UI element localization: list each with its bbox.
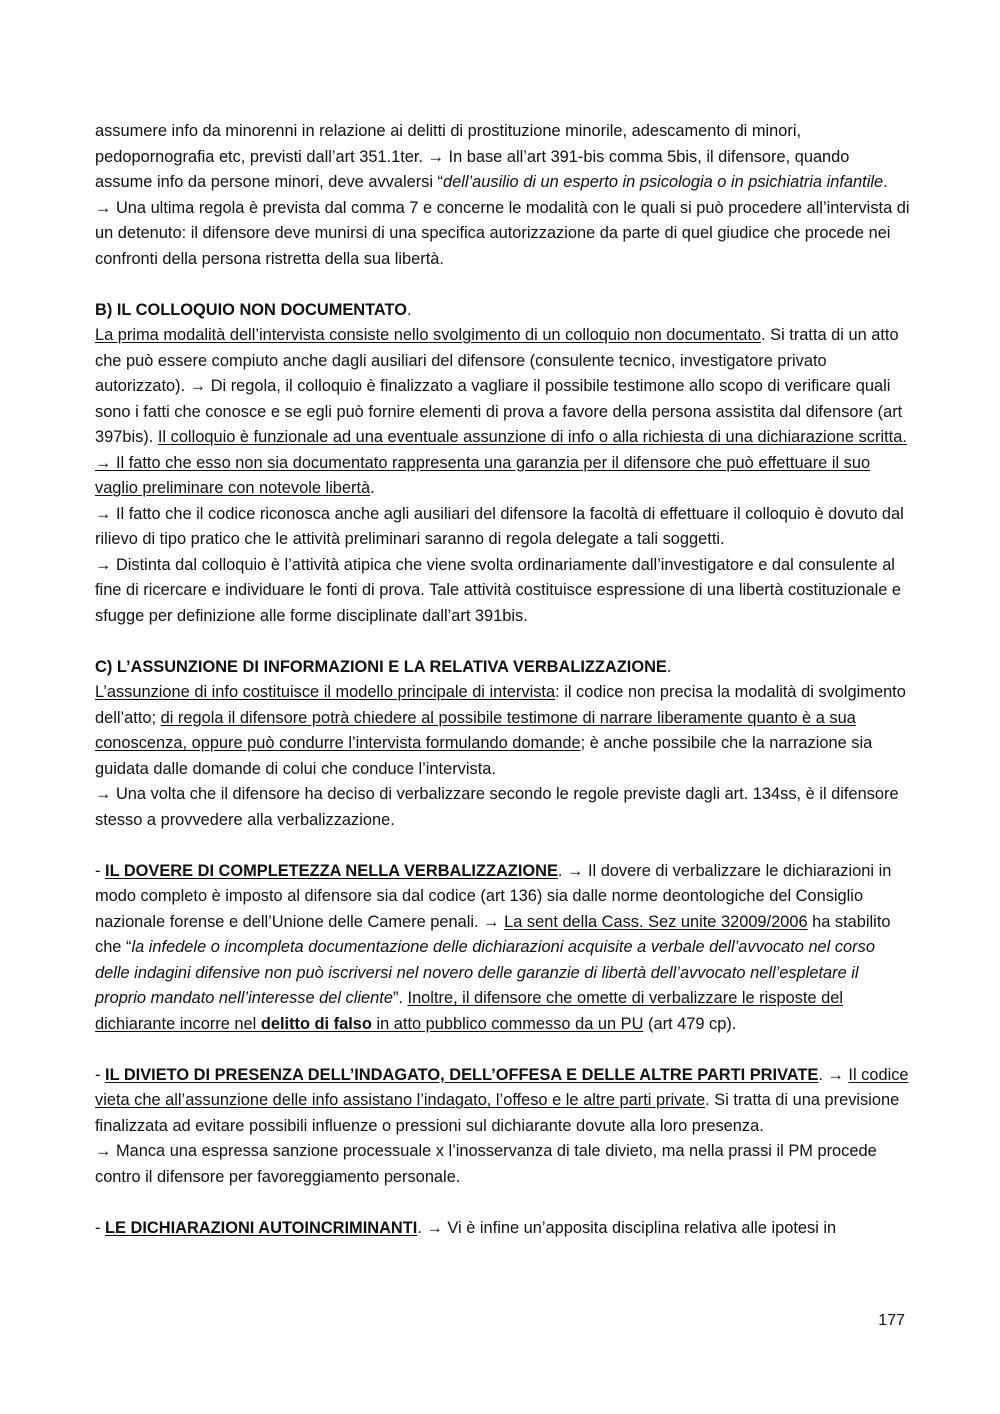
paragraph-divieto <box>95 1063 910 1140</box>
text: In base all’art 391-bis comma 5bis, il difensore, quando assume info da persone minori, deve avvalersi “ <box>95 147 850 191</box>
bullet-dash: - <box>95 1218 106 1237</box>
text: Vi è infine un’apposita disciplina relativa alle ipotesi in <box>442 1218 837 1237</box>
paragraph-gap <box>95 1190 910 1216</box>
paragraph <box>95 680 910 782</box>
underlined-text: La sent della Cass. Sez unite 32009/2006 <box>504 912 808 931</box>
text: . <box>370 479 375 497</box>
text: . <box>407 300 412 319</box>
bullet-dash: - <box>95 861 106 880</box>
heading-text: IL DIVIETO DI PRESENZA DELL’INDAGATO, DELL’OFFESA E DELLE ALTRE PARTI PRIVATE <box>105 1065 819 1084</box>
paragraph <box>95 553 910 630</box>
underlined-text: Il fatto che esso non sia documentato rappresenta una garanzia per il difensore che può effettuare il suo vaglio preliminare con notevole libertà <box>95 453 871 497</box>
underlined-text: Inoltre, il difensore che omette di verbalizzare le risposte del dichiarante incorre nel <box>95 989 843 1033</box>
text: Di regola, il colloquio è finalizzato a vagliare il possibile testimone allo scopo di verificare quali sono i fatti che conosce e se egli può fornire elementi di prova a favore della persona assistita dal difensore (art 397bis). <box>95 377 903 446</box>
text: ”. <box>392 989 408 1007</box>
arrow-icon: → <box>827 1065 844 1084</box>
text: . Si tratta di un atto che può essere compiuto anche dagli ausiliari del difensore (consulente tecnico, investigatore privato autorizzato). <box>95 326 899 395</box>
paragraph-gap <box>95 833 910 859</box>
arrow-icon: → <box>483 912 500 931</box>
text: Una ultima regola è prevista dal comma 7 e concerne le modalità con le quali si può procedere all’intervista di un detenuto: il difensore deve munirsi di una specifica autorizzazione da parte di quel giudice che procede nei confronti della persona ristretta della sua libertà. <box>95 198 910 268</box>
arrow-icon: → <box>95 785 112 803</box>
page-body <box>95 119 910 1241</box>
page-number: 177 <box>878 1312 905 1329</box>
paragraph <box>95 782 910 833</box>
bold-underlined-text: delitto di falso <box>260 1014 372 1033</box>
heading-text: LE DICHIARAZIONI AUTOINCRIMINANTI <box>105 1218 418 1237</box>
section-heading <box>95 655 910 681</box>
text: Il fatto che il codice riconosca anche agli ausiliari del difensore la facoltà di effettuare il colloquio è dovuto dal rilievo di tipo pratico che le attività preliminari saranno di regola delegate a tali soggetti. <box>95 504 904 548</box>
arrow-icon: → <box>95 198 112 217</box>
text: ; è anche possibile che la narrazione sia guidata dalle domande di colui che conduce l’intervista. <box>95 734 873 778</box>
paragraph-completezza <box>95 859 910 1038</box>
section-heading <box>95 298 910 324</box>
text: Il dovere di verbalizzare le dichiarazioni in modo completo è imposto al difensore sia dal codice (art 136) sia dalle norme deontologiche del Consiglio nazionale forense e dell’Unione delle Camere penali. <box>95 861 892 931</box>
underlined-text: Il colloquio è funzionale ad una eventuale assunzione di info o alla richiesta di una dichiarazione scritta. <box>157 428 907 446</box>
paragraph-dichiarazioni <box>95 1216 910 1242</box>
arrow-icon: → <box>427 147 444 166</box>
heading-text: C) L’ASSUNZIONE DI INFORMAZIONI E LA RELATIVA VERBALIZZAZIONE <box>95 657 667 676</box>
text: . <box>666 657 672 676</box>
arrow-icon: → <box>95 555 112 574</box>
underlined-text: di regola il difensore potrà chiedere al possibile testimone di narrare liberamente quanto è a sua conoscenza, oppure può condurre l’intervista formulando domande <box>95 708 856 752</box>
paragraph-gap <box>95 629 910 655</box>
heading-text: IL DOVERE DI COMPLETEZZA NELLA VERBALIZZAZIONE <box>105 861 558 880</box>
text: Distinta dal colloquio è l’attività atipica che viene svolta ordinariamente dall’investigatore e dal consulente al fine di ricercare e individuare le fonti di prova. Tale attività costituisce espressione di una libertà costituzionale e sfugge per definizione alle forme disciplinate dall’art 391bis. <box>95 555 902 625</box>
text: . <box>417 1218 427 1237</box>
arrow-icon: → <box>95 504 112 523</box>
text: Manca una espressa sanzione processuale x l’inosservanza di tale divieto, ma nella prassi il PM procede contro il difensore per favoreggiamento personale. <box>95 1142 877 1186</box>
paragraph <box>95 323 910 502</box>
text: assumere info da minorenni in relazione ai delitti di prostituzione minorile, adescamento di minori, pedopornografia etc, previsti dall’art 351.1ter. <box>95 122 802 166</box>
underlined-text: in atto pubblico commesso da un PU <box>371 1014 644 1033</box>
paragraph-gap <box>95 272 910 298</box>
paragraph <box>95 119 910 196</box>
paragraph <box>95 502 910 553</box>
paragraph <box>95 1139 910 1190</box>
bullet-dash: - <box>95 1065 106 1084</box>
paragraph <box>95 196 910 273</box>
quotation: dell’ausilio di un esperto in psicologia o in psichiatria infantile <box>443 173 884 191</box>
text: (art 479 cp). <box>643 1014 737 1033</box>
text: Una volta che il difensore ha deciso di verbalizzare secondo le regole previste dagli art. 134ss, è il difensore stesso a provvedere alla verbalizzazione. <box>95 785 899 829</box>
arrow-icon: → <box>189 377 207 395</box>
text: : il codice non precisa la modalità di svolgimento dell’atto; <box>95 683 906 727</box>
heading-text: B) IL COLLOQUIO NON DOCUMENTATO <box>95 300 408 319</box>
text: . Si tratta di una previsione finalizzata ad evitare possibili influenze o pressioni sul dichiarante dovute alla loro presenza. <box>95 1091 900 1135</box>
text: . <box>883 173 888 191</box>
arrow-icon: → <box>95 453 112 472</box>
arrow-icon: → <box>567 861 584 880</box>
paragraph-gap <box>95 1037 910 1063</box>
text: . <box>557 861 567 880</box>
underlined-text: L’assunzione di info costituisce il modello principale di intervista <box>95 683 556 701</box>
arrow-icon: → <box>95 1142 112 1160</box>
text: ha stabilito che “ <box>95 912 891 956</box>
underlined-text: Il codice vieta che all’assunzione delle info assistano l’indagato, l’offeso e le altre parti private <box>95 1065 909 1109</box>
text: . <box>818 1065 828 1084</box>
underlined-text: La prima modalità dell’intervista consiste nello svolgimento di un colloquio non documentato <box>95 326 762 344</box>
arrow-icon: → <box>426 1218 443 1237</box>
quotation: la infedele o incompleta documentazione delle dichiarazioni acquisite a verbale dell’avvocato nel corso delle indagini difensive non può iscriversi nel novero delle garanzie di libertà dell’avvocato nell’espletare il proprio mandato nell’interesse del cliente <box>95 938 875 1007</box>
